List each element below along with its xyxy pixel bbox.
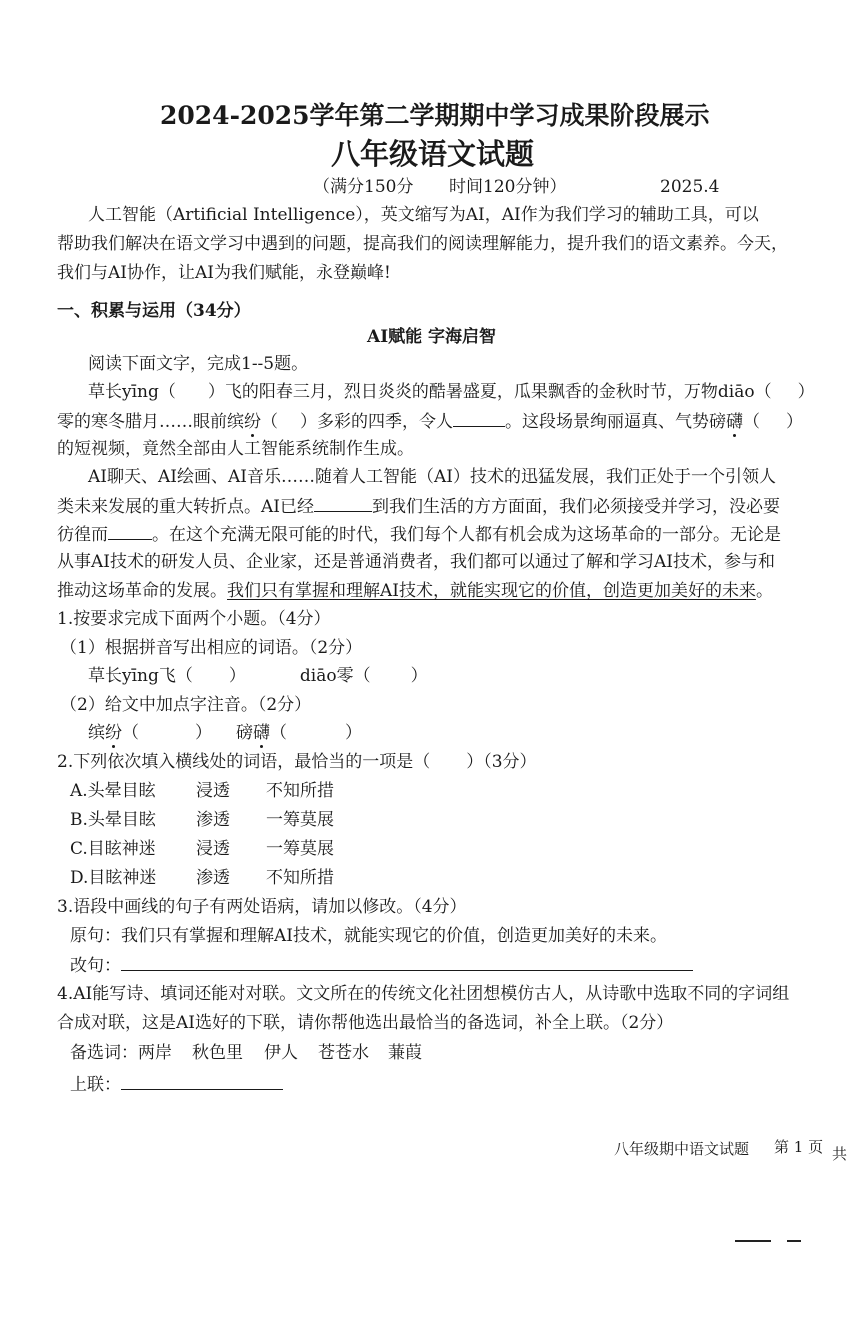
answer-prompt: diāo零（ — [299, 666, 371, 686]
footer-title: 八年级期中语文试题 — [614, 1140, 750, 1158]
candidate-label: 备选词： — [70, 1043, 138, 1063]
passage-line6 — [57, 523, 781, 546]
option-word: 不知所措 — [266, 781, 334, 801]
option-word: 一筹莫展 — [266, 810, 334, 830]
answer-prompt: ） — [195, 723, 212, 743]
passage-text: 。 — [756, 581, 773, 601]
passage-line4: AI聊天、AI绘画、AI音乐……随着人工智能（AI）技术的迅猛发展，我们正处于一个引领人 — [88, 467, 776, 487]
dotted-char: 礴 — [726, 412, 743, 432]
exam-date: 2025.4 — [660, 177, 720, 197]
footer-total: 共 — [832, 1145, 848, 1163]
fill-blank-3[interactable] — [108, 523, 152, 540]
option-word: C.目眩神迷 — [70, 839, 156, 859]
passage-text: 。在这个充满无限可能的时代，我们每个人都有机会成为这场革命的一部分。无论是 — [152, 525, 781, 545]
passage-text: 类未来发展的重大转折点。AI已经 — [57, 497, 314, 517]
option-a — [70, 780, 334, 802]
underlined-sentence: 我们只有掌握和理解AI技术，就能实现它的价值，创造更加美好的未来 — [227, 581, 756, 601]
fill-blank-1[interactable] — [453, 410, 505, 427]
passage-text: ） — [786, 412, 803, 432]
upper-couplet — [70, 1073, 283, 1096]
question-2-title — [57, 751, 537, 773]
question-4-line1: 4.AI能写诗、填词还能对对联。文文所在的传统文化社团想模仿古人，从诗歌中选取不同的字词组 — [57, 984, 790, 1004]
passage-line5 — [57, 495, 780, 518]
answer-prompt: （ — [122, 723, 139, 743]
passage-line7: 从事AI技术的研发人员、企业家，还是普通消费者，我们都可以通过了解和学习AI技术，参与和 — [57, 552, 775, 572]
passage-text: 推动这场革命的发展。 — [57, 581, 227, 601]
time-info: 时间120分钟） — [449, 177, 567, 197]
passage-text: ） — [797, 382, 815, 402]
passage-text: 。这段场景绚丽逼真、气势磅 — [505, 412, 726, 432]
passage-text: ）多彩的四季，令人 — [300, 412, 453, 432]
question-4-line2: 合成对联，这是AI选好的下联，请你帮他选出最恰当的备选词，补全上联。（2分） — [57, 1013, 674, 1033]
passage-text: （ — [743, 412, 760, 432]
scan-mark — [787, 1240, 801, 1242]
option-word: 不知所措 — [266, 868, 334, 888]
passage-text: （ — [261, 412, 278, 432]
question-3-title: 3.语段中画线的句子有两处语病，请加以修改。（4分） — [57, 897, 467, 917]
option-word: 渗透 — [196, 810, 230, 830]
passage-line8 — [57, 580, 773, 602]
option-b — [70, 809, 334, 831]
original-sentence: 原句：我们只有掌握和理解AI技术，就能实现它的价值，创造更加美好的未来。 — [70, 926, 667, 946]
intro-line1: 人工智能（Artificial Intelligence），英文缩写为AI，AI作为我们学习的辅助工具，可以 — [88, 205, 759, 225]
candidate-word: 蒹葭 — [388, 1043, 422, 1063]
dotted-char: 纷 — [105, 723, 122, 743]
option-word: B.头晕目眩 — [70, 810, 156, 830]
fill-blank-2[interactable] — [314, 495, 372, 512]
question-1-title: 1.按要求完成下面两个小题。（4分） — [57, 609, 331, 629]
answer-prompt: ） — [410, 666, 428, 686]
passage-line2 — [57, 410, 803, 433]
question-1-1: （1）根据拼音写出相应的词语。（2分） — [60, 638, 363, 658]
candidate-word: 伊人 — [264, 1043, 298, 1063]
question-1-2: （2）给文中加点字注音。（2分） — [60, 695, 312, 715]
passage-text: 零的寒冬腊月……眼前缤 — [57, 412, 244, 432]
option-c — [70, 838, 334, 860]
answer-prompt: 缤 — [88, 723, 105, 743]
option-word: A.头晕目眩 — [70, 781, 156, 801]
passage-text: 草长yīng（ — [88, 382, 176, 402]
question-1-1-answers — [88, 665, 428, 687]
upper-couplet-label: 上联： — [70, 1075, 121, 1095]
option-word: 一筹莫展 — [266, 839, 334, 859]
candidate-word: 两岸 — [138, 1043, 172, 1063]
scan-mark — [735, 1240, 771, 1242]
option-word: 渗透 — [196, 868, 230, 888]
passage-text: 到我们生活的方方面面，我们必须接受并学习，没必要 — [372, 497, 780, 517]
question-text: ）（3分） — [466, 752, 537, 772]
question-text: 2.下列依次填入横线处的词语，最恰当的一项是（ — [57, 752, 431, 772]
answer-prompt: （ — [270, 723, 287, 743]
reading-instruction: 阅读下面文字，完成1--5题。 — [88, 354, 309, 374]
revise-answer-line[interactable] — [121, 954, 693, 971]
section-heading: 一、积累与运用（34分） — [57, 301, 251, 321]
dotted-char: 礴 — [253, 723, 270, 743]
dotted-char: 纷 — [244, 412, 261, 432]
score-info: （满分150分 — [313, 177, 414, 197]
option-d — [70, 867, 334, 889]
answer-prompt: 磅 — [236, 723, 253, 743]
candidate-word: 苍苍水 — [318, 1043, 369, 1063]
option-word: 浸透 — [196, 839, 230, 859]
candidate-words — [70, 1042, 422, 1064]
option-word: 浸透 — [196, 781, 230, 801]
passage-line3: 的短视频，竟然全部由人工智能系统制作生成。 — [57, 439, 414, 459]
answer-prompt: 草长yīng飞（ — [88, 666, 193, 686]
exam-title-line2: 八年级语文试题 — [331, 137, 535, 171]
answer-prompt: ） — [345, 723, 362, 743]
candidate-word: 秋色里 — [192, 1043, 243, 1063]
exam-title-line1: 2024-2025学年第二学期期中学习成果阶段展示 — [160, 101, 710, 130]
section-subtitle: AI赋能 字海启智 — [367, 327, 497, 347]
answer-prompt: ） — [228, 666, 246, 686]
passage-text: 彷徨而 — [57, 525, 108, 545]
question-1-2-answers — [88, 722, 362, 744]
passage-line1 — [88, 381, 815, 403]
intro-line3: 我们与AI协作，让AI为我们赋能，永登巅峰! — [57, 263, 391, 283]
footer-page: 第 1 页 — [774, 1138, 824, 1156]
revised-sentence — [70, 954, 693, 977]
revise-label: 改句： — [70, 956, 121, 976]
intro-line2: 帮助我们解决在语文学习中遇到的问题，提高我们的阅读理解能力，提升我们的语文素养。今天， — [57, 234, 788, 254]
option-word: D.目眩神迷 — [70, 868, 157, 888]
passage-text: ）飞的阳春三月，烈日炎炎的酷暑盛夏，瓜果飘香的金秋时节，万物diāo（ — [207, 382, 772, 402]
upper-couplet-answer-line[interactable] — [121, 1073, 283, 1090]
